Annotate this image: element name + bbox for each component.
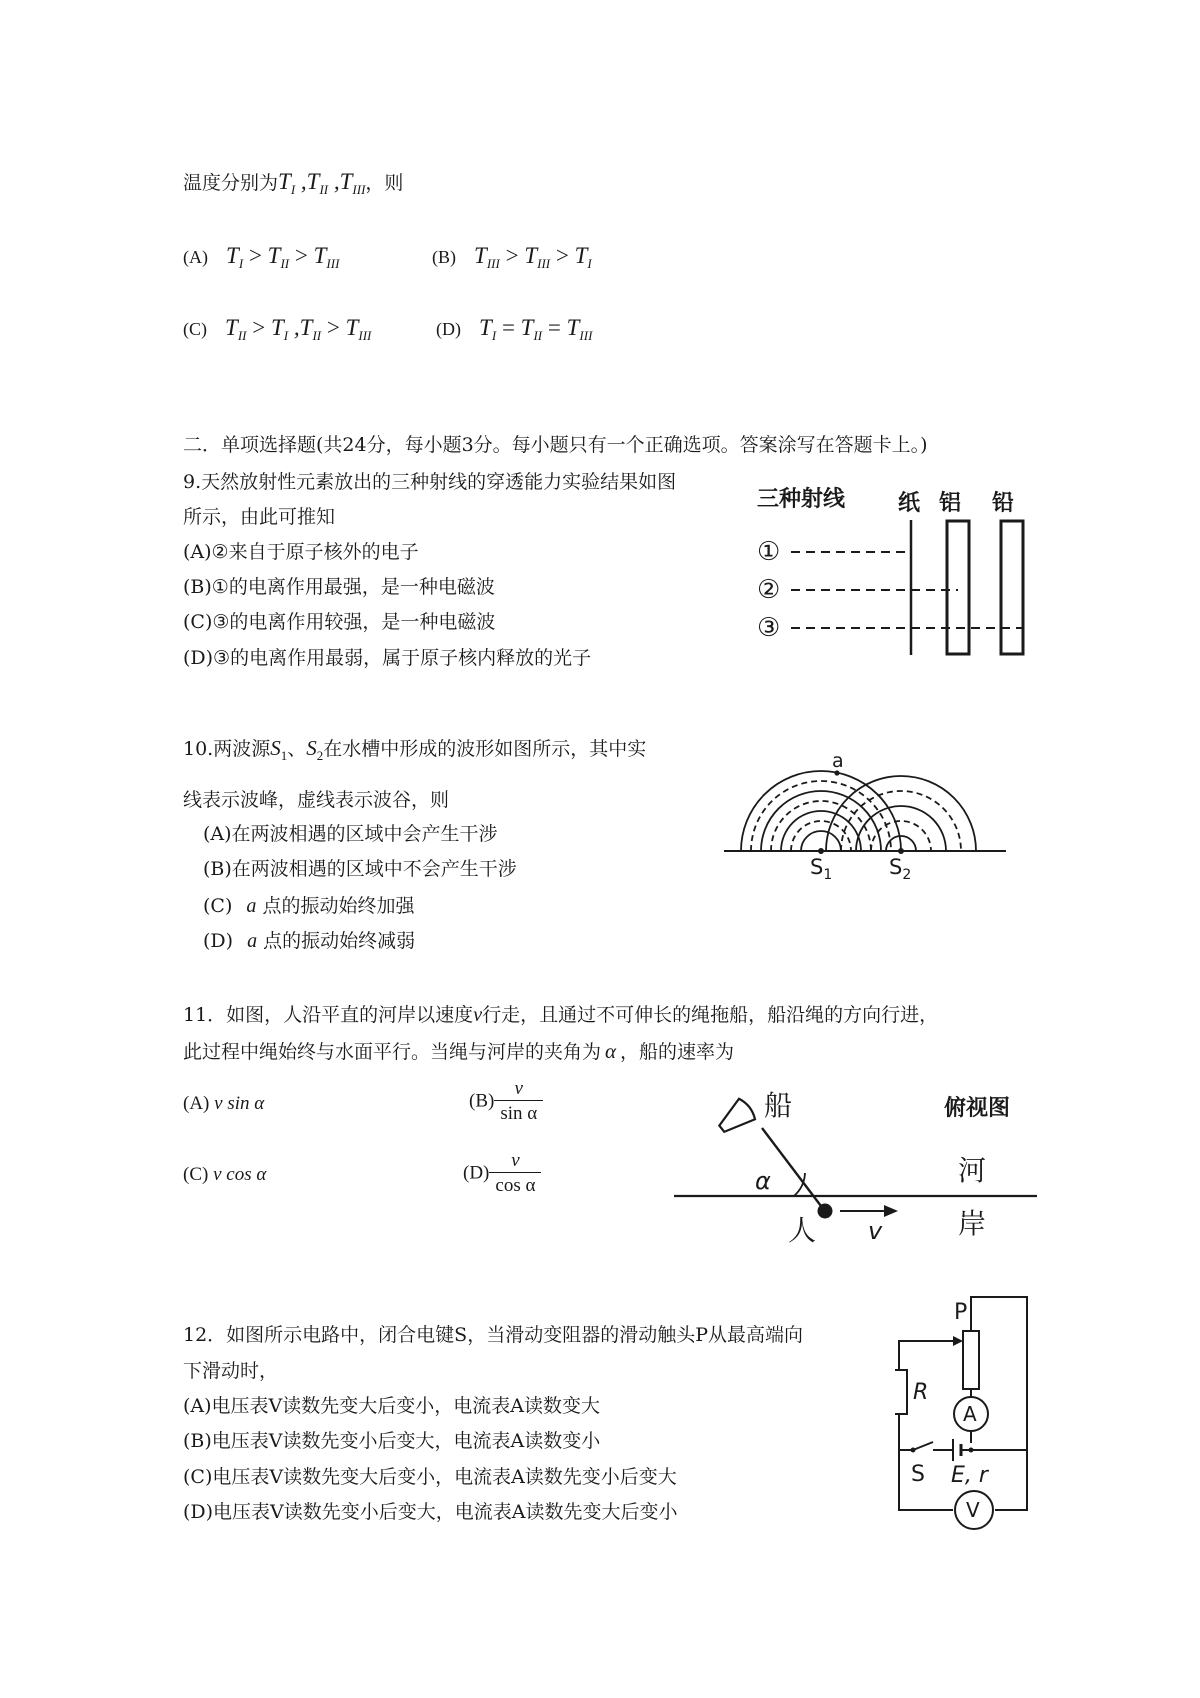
q9-option-d: (D)③的电离作用最弱，属于原子核内释放的光子 — [183, 647, 592, 669]
q11-label-bank: 岸 — [958, 1207, 987, 1240]
q11-stem-line1-b: 行走，且通过不可伸长的绳拖船，船沿绳的方向行进， — [482, 1004, 939, 1026]
section-heading: 二．单项选择题(共24分，每小题3分。每小题只有一个正确选项。答案涂写在答题卡上。) — [183, 434, 928, 456]
q11-option-c-expr: v cos α — [213, 1164, 267, 1185]
q10-option-d-text: 点的振动始终减弱 — [263, 930, 416, 952]
q11-option-d-den: cos α — [495, 1175, 536, 1196]
q11-option-c — [183, 1165, 266, 1184]
q12-switch-pivot — [911, 1448, 916, 1453]
q11-option-a-label: (A) — [183, 1093, 210, 1114]
q10-option-d-var: a — [247, 930, 258, 952]
q11-option-a — [183, 1094, 264, 1113]
q12-wire-bottom-left — [899, 1450, 953, 1510]
q10-option-c-label: (C) — [203, 895, 233, 917]
q12-option-a: (A)电压表V读数先变大后变小，电流表A读数变大 — [183, 1395, 600, 1417]
q10-option-c-var: a — [246, 895, 257, 917]
q11-label-boat: 船 — [764, 1089, 793, 1122]
q10-sep: 、 — [287, 738, 307, 760]
q11-option-b — [469, 1079, 543, 1123]
q12-label-voltmeter: V — [966, 1498, 980, 1522]
q8-option-c-expr: $T_{II} > T_I$ $,T_{II} > T_{III}$ — [225, 315, 372, 343]
q10-s1-crest-3 — [761, 791, 881, 851]
q9-ray-1: ① — [757, 537, 781, 567]
q11-option-a-expr: v sin α — [214, 1093, 265, 1114]
q12-stem-line2: 下滑动时， — [183, 1360, 279, 1382]
q9-lead-plate — [1001, 521, 1023, 654]
q10-option-c-text: 点的振动始终加强 — [262, 895, 415, 917]
q12-rheostat — [963, 1331, 979, 1389]
q9-label-lead: 铅 — [992, 491, 1015, 516]
q11-option-b-fraction — [494, 1079, 543, 1123]
q11-label-river: 河 — [958, 1154, 987, 1187]
q9-stem-line2: 所示，由此可推知 — [183, 506, 336, 528]
q11-option-b-den: sin α — [500, 1103, 538, 1124]
q10-stem-suffix: 在水槽中形成的波形如图所示，其中实 — [323, 738, 647, 760]
q8-option-a-label: (A) — [183, 247, 208, 267]
q11-option-d-num: v — [489, 1151, 541, 1173]
q11-stem-line2 — [183, 1041, 734, 1062]
q12-label-switch: S — [911, 1462, 925, 1487]
q8-option-a-expr: $T_I > T_{II} > T_{III}$ — [226, 243, 340, 271]
q9-aluminum-plate — [947, 521, 969, 654]
q11-person-dot — [818, 1204, 833, 1219]
q11-stem-line2-a: 此过程中绳始终与水面平行。当绳与河岸的夹角为 — [183, 1041, 602, 1063]
q11-boat-hull — [714, 1097, 758, 1139]
q10-source-1-label — [810, 855, 832, 883]
q9-radiation-figure — [755, 480, 1035, 660]
q10-s2-sub: 2 — [316, 748, 324, 763]
q9-ray-3: ③ — [757, 613, 781, 643]
q12-option-b: (B)电压表V读数先变小后变大，电流表A读数变小 — [183, 1430, 601, 1452]
q8-option-d-label: (D) — [436, 319, 461, 339]
q11-option-d-label: (D) — [463, 1162, 490, 1184]
q11-label-velocity: v — [868, 1217, 883, 1245]
q11-label-angle: α — [755, 1167, 771, 1195]
q10-source-2-label — [889, 855, 911, 883]
q9-stem-line1: 9.天然放射性元素放出的三种射线的穿透能力实验结果如图 — [183, 471, 677, 493]
q10-s1-sub: 1 — [280, 748, 288, 763]
q10-s2-letter: S — [306, 736, 317, 760]
q11-stem-line1-a: 11．如图，人沿平直的河岸以速度 — [183, 1004, 474, 1026]
q10-source-2-dot — [898, 848, 904, 854]
q10-stem-line1 — [183, 738, 646, 762]
q9-ray-2: ② — [757, 575, 781, 605]
q11-option-c-label: (C) — [183, 1164, 209, 1185]
q11-option-d-fraction — [489, 1151, 541, 1195]
q10-stem-prefix: 10.两波源 — [183, 738, 271, 760]
q11-river-figure — [672, 1085, 1042, 1245]
q8-stem-end: ，则 — [365, 172, 404, 194]
q11-boat-icon — [714, 1097, 758, 1139]
q11-option-d — [463, 1151, 541, 1195]
q10-stem-line2: 线表示波峰，虚线表示波谷，则 — [183, 789, 450, 811]
q11-stem-var-alpha: α — [605, 1039, 617, 1063]
q9-label-paper: 纸 — [898, 491, 921, 516]
q12-circuit-figure — [895, 1285, 1045, 1545]
q11-stem-line2-b: ，船的速率为 — [620, 1041, 735, 1063]
q12-slider-arrow — [953, 1336, 963, 1346]
q8-option-b-label: (B) — [432, 247, 456, 267]
q12-stem-line1: 12．如图所示电路中，闭合电键S，当滑动变阻器的滑动触头P从最高端向 — [183, 1324, 803, 1346]
q11-option-b-label: (B) — [469, 1090, 495, 1112]
q11-label-person: 人 — [788, 1214, 817, 1245]
q8-option-c-label: (C) — [183, 319, 207, 339]
q10-s1-letter: S — [270, 736, 281, 760]
q12-option-d: (D)电压表V读数先变小后变大，电流表A读数先变大后变小 — [183, 1501, 678, 1523]
q10-source-2-letter: S — [889, 855, 903, 879]
q12-junction — [969, 1448, 974, 1453]
q11-velocity-arrow-head — [884, 1205, 898, 1217]
q8-option-d-expr: $T_I = T_{II} = T_{III}$ — [479, 315, 593, 343]
q8-stem-vars: $T_I$ $,T_{II}$ $,T_{III}$ — [278, 169, 366, 197]
q11-rope — [762, 1128, 824, 1210]
q10-source-1-sub: 1 — [823, 867, 833, 883]
q9-option-b: (B)①的电离作用最强，是一种电磁波 — [183, 576, 495, 598]
q11-label-view: 俯视图 — [944, 1096, 1011, 1121]
q10-s2 — [306, 736, 324, 763]
q8-option-c — [183, 316, 371, 342]
q12-option-c: (C)电压表V读数先变大后变小，电流表A读数先变小后变大 — [183, 1466, 677, 1488]
q8-stem-text: 温度分别为 — [183, 172, 279, 194]
q8-option-d — [436, 316, 592, 342]
q12-label-slider: P — [954, 1300, 968, 1325]
q10-option-d — [203, 931, 415, 951]
q8-stem — [183, 170, 403, 196]
q8-option-b-expr: $T_{III} > T_{III} > T_I$ — [474, 243, 592, 271]
q12-resistor-r — [895, 1370, 907, 1414]
q10-source-1-letter: S — [810, 855, 824, 879]
q8-option-b — [432, 244, 592, 270]
q10-source-2-sub: 2 — [902, 867, 912, 883]
q12-label-resistor: R — [913, 1380, 929, 1405]
q10-source-1-dot — [818, 848, 824, 854]
q10-point-a-label: a — [832, 750, 844, 772]
q10-option-d-label: (D) — [203, 930, 234, 952]
q12-wire-left-upper — [899, 1341, 961, 1370]
q9-figure-title: 三种射线 — [757, 487, 846, 512]
q10-option-a: (A)在两波相遇的区域中会产生干涉 — [203, 823, 498, 845]
q12-label-ammeter: A — [963, 1402, 977, 1426]
q12-wire-bottom-right — [995, 1450, 1027, 1510]
q9-label-aluminum: 铝 — [939, 491, 962, 516]
q9-option-a: (A)②来自于原子核外的电子 — [183, 541, 419, 563]
q9-option-c: (C)③的电离作用较强，是一种电磁波 — [183, 611, 496, 633]
q10-s1 — [270, 736, 288, 763]
q11-option-b-num: v — [494, 1079, 543, 1101]
q10-wave-figure — [718, 748, 1008, 883]
q10-option-c — [203, 896, 414, 916]
q11-stem-var-v: v — [473, 1004, 483, 1026]
q8-option-a — [183, 244, 339, 270]
q12-label-emf: E, r — [951, 1463, 988, 1488]
q10-option-b: (B)在两波相遇的区域中不会产生干涉 — [203, 858, 517, 880]
q11-stem-line1 — [183, 1005, 938, 1025]
